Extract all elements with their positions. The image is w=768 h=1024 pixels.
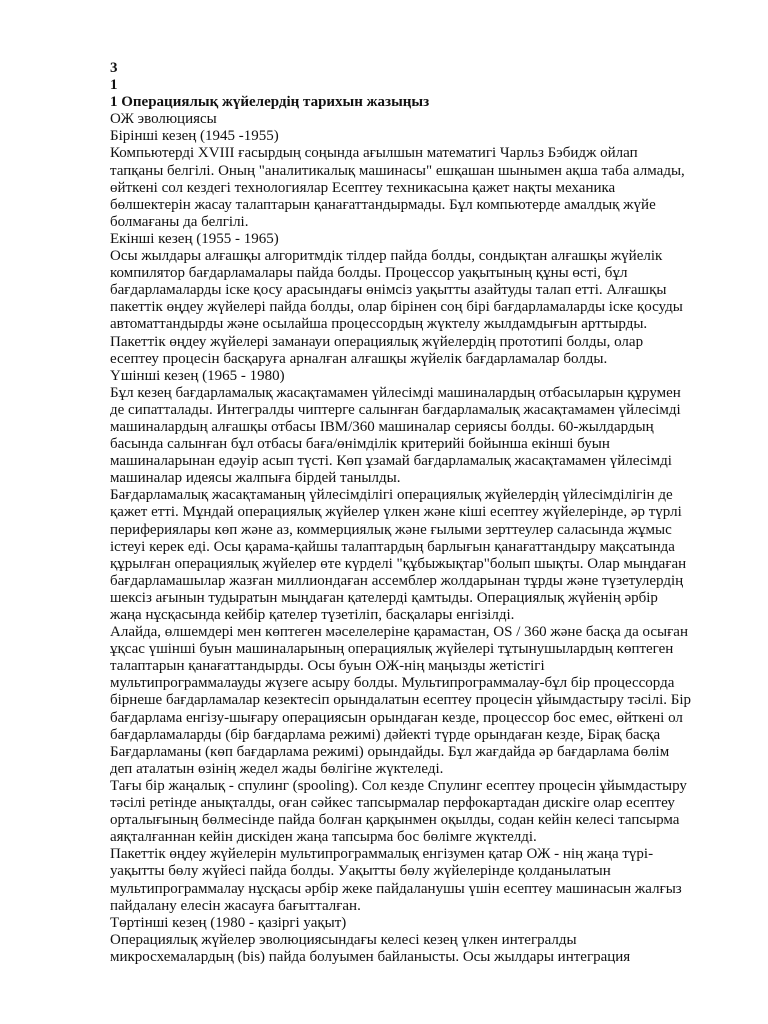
text-line: машиналар идеясы жалпыға бірдей танылды. <box>110 470 401 487</box>
text-line: де сипатталады. Интегралды чиптерге салынған бағдарламалық жасақтамамен үйлесімді <box>110 401 681 418</box>
text-line: жаңа нұсқасында кейбір қателер түзетіліп, басқалары енгізілді. <box>110 607 515 623</box>
text-line: машиналарынан едәуір асып түсті. Көп ұзамай бағдарламалық жасақтамамен үйлесімді <box>110 453 672 470</box>
text-line: аяқталғаннан кейін дискіден жаңа тапсырма бос бөлімге жүктелді. <box>110 829 537 846</box>
text-line: бағдарламашылар жазған миллиондаған ассемблер жолдарынан тұрды және түзетулердің <box>110 572 684 589</box>
text-line: Пакеттік өңдеу жүйелері заманауи операциялық жүйелердің прототипі болды, олар <box>110 333 644 350</box>
text-line: автоматтандырды және осылайша процессордың жүктелу жылдамдығын арттырды. <box>110 316 648 333</box>
document-title: 1 Операциялық жүйелердің тарихын жазыңыз <box>110 94 430 111</box>
text-line: болмағаны да белгілі. <box>110 213 249 230</box>
text-line: құрылған операциялық жүйелер өте күрделі "құбыжықтар"болып шықты. Олар мыңдаған <box>110 555 687 572</box>
text-line: тапқаны белгілі. Оның "аналитикалық машинасы" ешқашан шынымен ақша таба алмады, <box>110 162 685 179</box>
text-line: есептеу процесін басқаруға арналған алғашқы жүйелік бағдарламалар болды. <box>110 350 608 367</box>
text-line: мультипрограммалау нұсқасы әрбір жеке пайдаланушы үшін есептеу машинасын жалғыз <box>110 880 682 897</box>
text-line: Бұл кезең бағдарламалық жасақтамамен үйлесімді машиналардың отбасыларын құрумен <box>110 384 681 401</box>
text-line: бағдарламаларды іске қосу арасындағы өнімсіз уақытты азайтуды талап етті. Алғашқы <box>110 282 667 299</box>
text-line: Компьютерді XVIII ғасырдың соңында ағылшын математигі Чарльз Бэбидж ойлап <box>110 145 638 162</box>
text-line: Бағдарламалық жасақтаманың үйлесімділігі операциялық жүйелердің үйлесімділігін де <box>110 487 673 504</box>
text-line: бөлшектерін жасау талаптарын қанағаттандырмады. Бұл компьютерде амалдық жүйе <box>110 196 656 213</box>
text-line: қажет етті. Мұндай операциялық жүйелер үлкен және кіші есептеу жүйелерінде, әр түрлі <box>110 504 682 521</box>
text-line: Бағдарламаны (көп бағдарлама режимі) орындайды. Бұл жағдайда әр бағдарлама бөлім <box>110 743 670 760</box>
text-line: пакеттік өңдеу жүйелері пайда болды, олар бірінен соң бірі бағдарламаларды іске қосуды <box>110 299 683 316</box>
text-line: істеуі керек еді. Осы қарама-қайшы талаптардың барлығын қанағаттандыру мақсатында <box>110 538 675 555</box>
text-line: Операциялық жүйелер эволюциясындағы келесі кезең үлкен интегралды <box>110 931 577 948</box>
text-line: Пакеттік өңдеу жүйелерін мультипрограммалық енгізумен қатар ОЖ - нің жаңа түрі- <box>110 846 654 863</box>
period-heading-third: Үшінші кезең (1965 - 1980) <box>110 367 285 384</box>
page-marker: 3 <box>110 60 118 76</box>
text-line: өйткені сол кездегі технологиялар Есептеу техникасына қажет нақты механика <box>110 179 616 196</box>
text-line: тәсілі ретінде анықталды, оған сәйкес тапсырмалар перфокартадан дискіге олар есептеу <box>110 795 675 812</box>
period-heading-first: Бірінші кезең (1945 -1955) <box>110 128 279 145</box>
text-line: перифериялары көп және аз, коммерциялық және ғылыми зерттеулер саласында жұмыс <box>110 521 672 538</box>
text-line: Осы жылдары алғашқы алгоритмдік тілдер пайда болды, сондықтан алғашқы жүйелік <box>110 248 663 265</box>
period-heading-second: Екінші кезең (1955 - 1965) <box>110 230 279 247</box>
section-heading-evolution: ОЖ эволюциясы <box>110 111 217 128</box>
text-line: талаптарын қанағаттандырды. Осы буын ОЖ-нің маңызды жетістігі <box>110 658 545 675</box>
text-line: орталығының бөлмесінде пайда болған қарқынмен оқылды, содан кейін келесі тапсырма <box>110 812 680 829</box>
period-heading-fourth: Төртінші кезең (1980 - қазіргі уақыт) <box>110 914 347 931</box>
text-line: микросхемалардың (bis) пайда болуымен байланысты. Осы жылдары интеграция <box>110 948 631 965</box>
text-line: Алайда, өлшемдері мен көптеген мәселелеріне қарамастан, OS / 360 және басқа да осыған <box>110 624 688 641</box>
text-line: уақытты бөлу жүйесі пайда болды. Уақытты бөлу жүйелерінде қолданылатын <box>110 863 611 880</box>
section-number: 1 <box>110 77 118 94</box>
text-line: машиналардың алғашқы отбасы IBM/360 машиналар сериясы болды. 60-жылдардың <box>110 418 654 435</box>
text-line: шексіз ағынын тудыратын мыңдаған қателерді қамтыды. Операциялық жүйенің әрбір <box>110 589 658 606</box>
text-line: пайдалану елесін жасауға бағытталған. <box>110 897 361 914</box>
text-line: ұқсас үшінші буын машиналарының операциялық жүйелері тұтынушылардың көптеген <box>110 641 674 658</box>
text-line: бағдарламаларды (бір бағдарлама режимі) дәйекті түрде орындаған кезде, Бірақ басқа <box>110 726 661 743</box>
text-line: бірнеше бағдарламалар кезектесіп орындалатын есептеу процесін ұйымдастыру тәсілі. Бір <box>110 692 692 709</box>
text-line: мультипрограммалауды жүзеге асыру болды. Мультипрограммалау-бұл бір процессорда <box>110 675 675 692</box>
text-line: компилятор бағдарламалары пайда болды. Процессор уақытының құны өсті, бұл <box>110 265 628 282</box>
document-page <box>110 60 710 966</box>
text-line: Тағы бір жаңалық - спулинг (spooling). Сол кезде Спулинг есептеу процесін ұйымдастыру <box>110 777 687 794</box>
text-line: бағдарлама енгізу-шығару операциясын орындаған кезде, процессор бос емес, өйткені ол <box>110 709 683 726</box>
text-line: басында салынған бұл отбасы баға/өнімділік критерийі бойынша екінші буын <box>110 436 610 453</box>
text-line: деп аталатын өзінің жедел жады бөлігіне жүктеледі. <box>110 760 444 777</box>
